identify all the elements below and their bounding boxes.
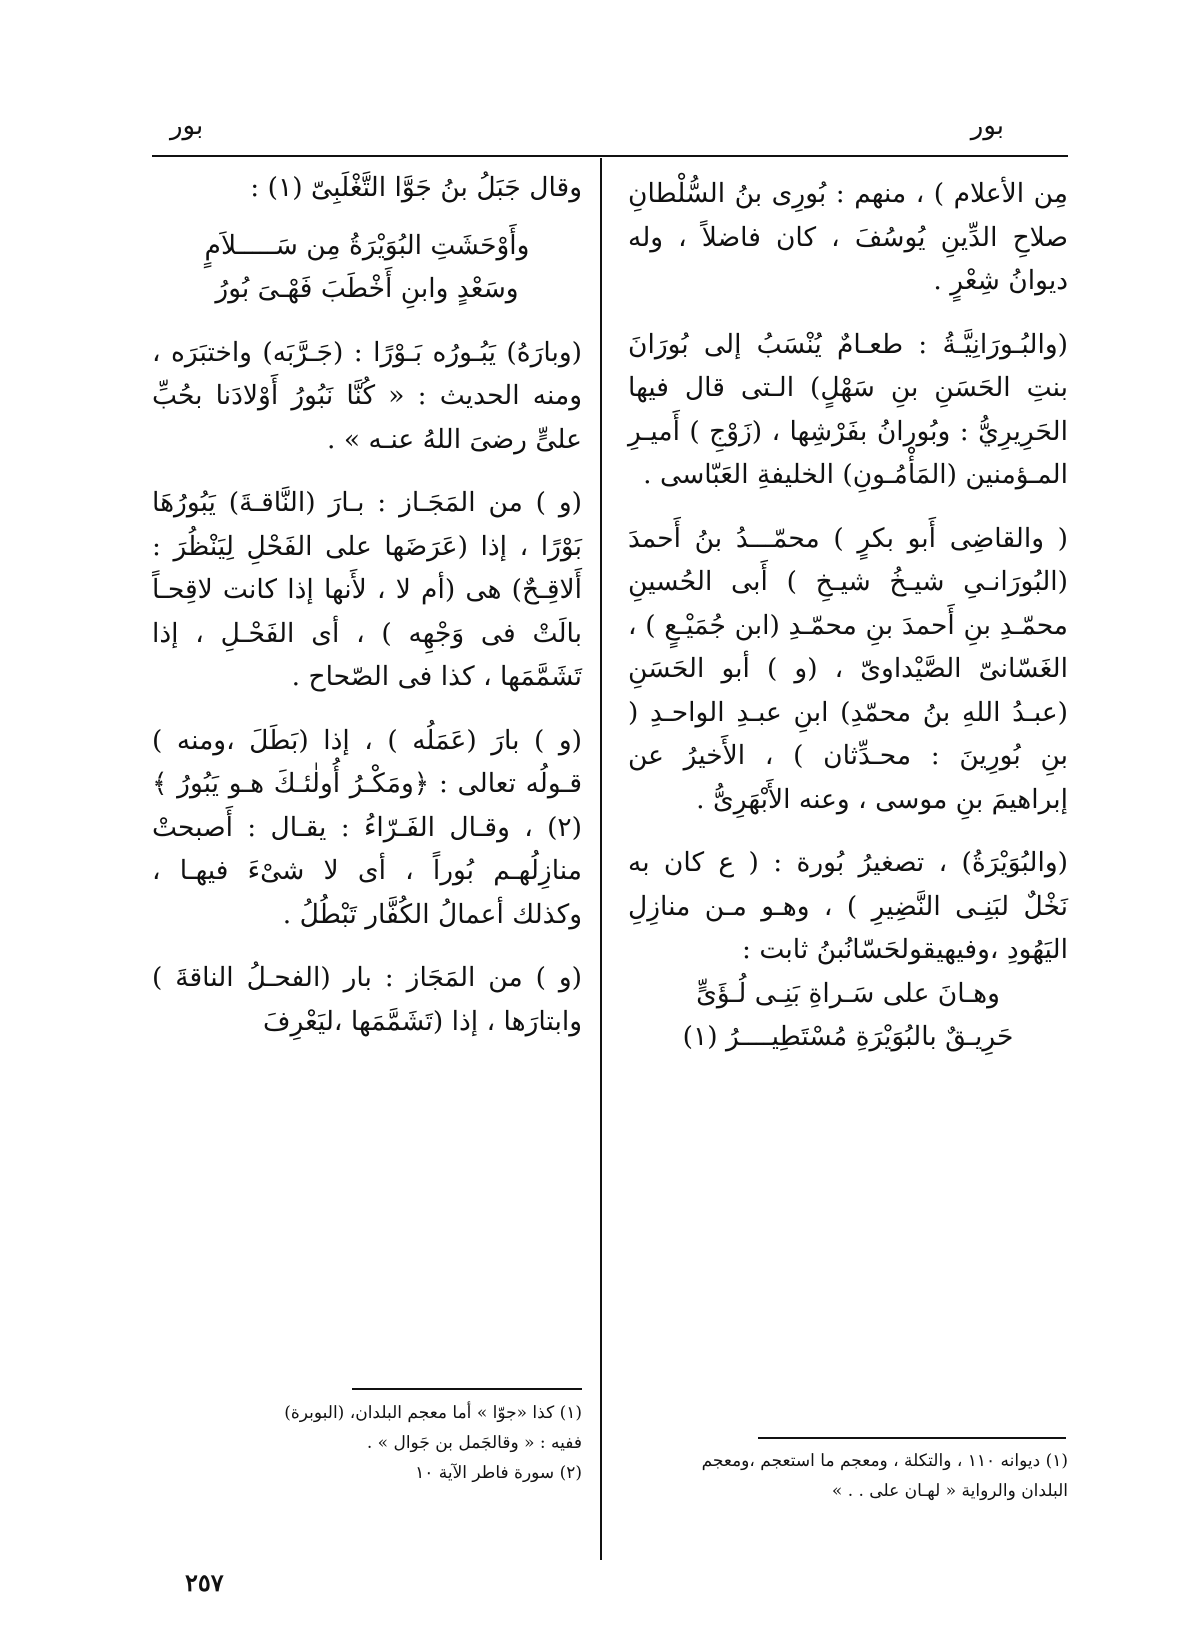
footnote-line: (١) كذا «جوّا » أما معجم البلدان، (البوبرة) xyxy=(284,1403,582,1423)
footnote-line: ففيه : « وقالجَمل بن جَوال » . xyxy=(366,1433,582,1453)
right-column xyxy=(628,172,1068,1059)
footnote-line: البلدان والرواية « لهـان على . . » xyxy=(831,1481,1068,1501)
footnote-rule-right xyxy=(758,1437,1066,1439)
entry-paragraph: (و ) من المَجَـاز : بـارَ (النَّاقـةَ) يَبُورُهَا بَوْرًا ، إذا (عَرَضَها على الفَحْلِ لِيَنْظُرَ : أَلاقِـحٌ) هى (أم لا ، لأَنها إذا كانت لاقِحـاً بالَتْ فى وَجْهِه ) ، أى الفَحْـلِ ، إذا تَشَمَّمَها ، كذا فى الصّحاح . xyxy=(152,487,582,692)
entry-paragraph: (وبارَهُ) يَبُـورُه بَـوْرًا : (جَـرَّبَه) واختبَرَه ، ومنه الحديث : « كُنَّا نَبُورُ أَوْلادَنا بحُبِّ علىٍّ رضىَ اللهُ عنـه » . xyxy=(152,336,582,455)
running-header-left: بور xyxy=(170,111,204,141)
footnote-line: (١) ديوانه ١١٠ ، والتكلة ، ومعجم ما استعجم ،ومعجم xyxy=(701,1451,1068,1471)
running-header-right: بور xyxy=(970,111,1004,141)
entry-paragraph: (و ) من المَجَاز : بار (الفحـلُ الناقةَ ) وابتارَها ، إذا (تَشَمَّمَها ،ليَعْرِفَ xyxy=(152,962,582,1037)
verse-line: حَرِيـقٌ بالبُوَيْرَةِ مُسْتَطِيــــرُ (١) xyxy=(682,1021,1014,1052)
left-column xyxy=(152,166,582,1043)
page-number: ٢٥٧ xyxy=(185,1568,224,1597)
entry-paragraph: (والبُـورَانِيَّـةُ : طعـامٌ يُنْسَبُ إلى بُورَانَ بنتِ الحَسَنِ بنِ سَهْلٍ) الـتى قال فيها الحَرِيرِيُّ : وبُورانُ بفَرْشِها ، (زَوْجِ ) أَميـرِ المـؤمنين (المَأْمُـونِ) الخليفةِ العَبّاسى . xyxy=(628,328,1068,490)
footnote-rule-left xyxy=(352,1388,582,1390)
verse-line: وسَعْدٍ وابنِ أَخْطَبَ فَهْـىَ بُورُ xyxy=(215,273,519,304)
verse-intro: وقال جَبَلُ بنُ جَوَّا التَّغْلَبِىّ (١) : xyxy=(250,172,582,203)
entry-paragraph: ( والقاضِى أَبو بكرٍ ) محمّـــدُ بنُ أَحمدَ (البُورَانـىِ شيـخُ شيـخِ ) أَبى الحُسينِ محمّـدِ بنِ أَحمدَ بنِ محمّـدِ (ابن جُمَيْـعٍ ) ، الغَسّانىّ الصَّيْداوىّ ، (و ) أبو الحَسَنِ (عبـدُ اللهِ بنُ محمّدِ) ابنِ عبـدِ الواحـدِ ( بنِ بُورِينَ : محـدِّثان ) ، الأَخيرُ عن إبراهيمَ بنِ موسى ، وعنه الأَبْهَرِىُّ . xyxy=(628,522,1068,815)
footnote-line: (٢) سورة فاطر الآية ١٠ xyxy=(415,1463,582,1483)
column-divider xyxy=(600,158,602,1560)
verse-line: وهـانَ على سَـراةِ بَنِـى لُـؤَىٍّ xyxy=(696,977,1000,1009)
verse-line: وأَوْحَشَتِ البُوَيْرَةُ مِن سَـــــلاَمٍ xyxy=(204,229,530,261)
footnotes-right xyxy=(628,1446,1068,1506)
entry-paragraph: (و ) بارَ (عَمَلُه ) ، إذا (بَطَلَ ،ومنه ) قـولُه تعالى : ﴿ومَكْـرُ أُولٰئـكَ هـو يَبُورُ ﴾ (٢) ، وقـال الفَـرّاءُ : يقـال : أَصبحتْ منازِلُهـم بُوراً ، أى لا شىْءَ فيهـا ، وكذلك أعمالُ الكُفَّار تَبْطُلُ . xyxy=(152,724,582,930)
header-rule xyxy=(152,155,1068,157)
entry-paragraph: (والبُوَيْرَةُ) ، تصغيرُ بُورة : ( ع كان به نَخْلٌ لبَنِـى النَّضِيرِ ) ، وهـو مـن منازِلِ اليَهُودِ ،وفيهيقولحَسّانُبنُ ثابت : xyxy=(628,847,1068,965)
entry-paragraph: مِن الأعلام ) ، منهم : بُورِى بنُ السُّلْطانِ صلاحِ الدِّينِ يُوسُفَ ، كان فاضلاً ، وله ديوانُ شِعْرٍ . xyxy=(628,178,1068,296)
footnotes-left xyxy=(152,1398,582,1488)
